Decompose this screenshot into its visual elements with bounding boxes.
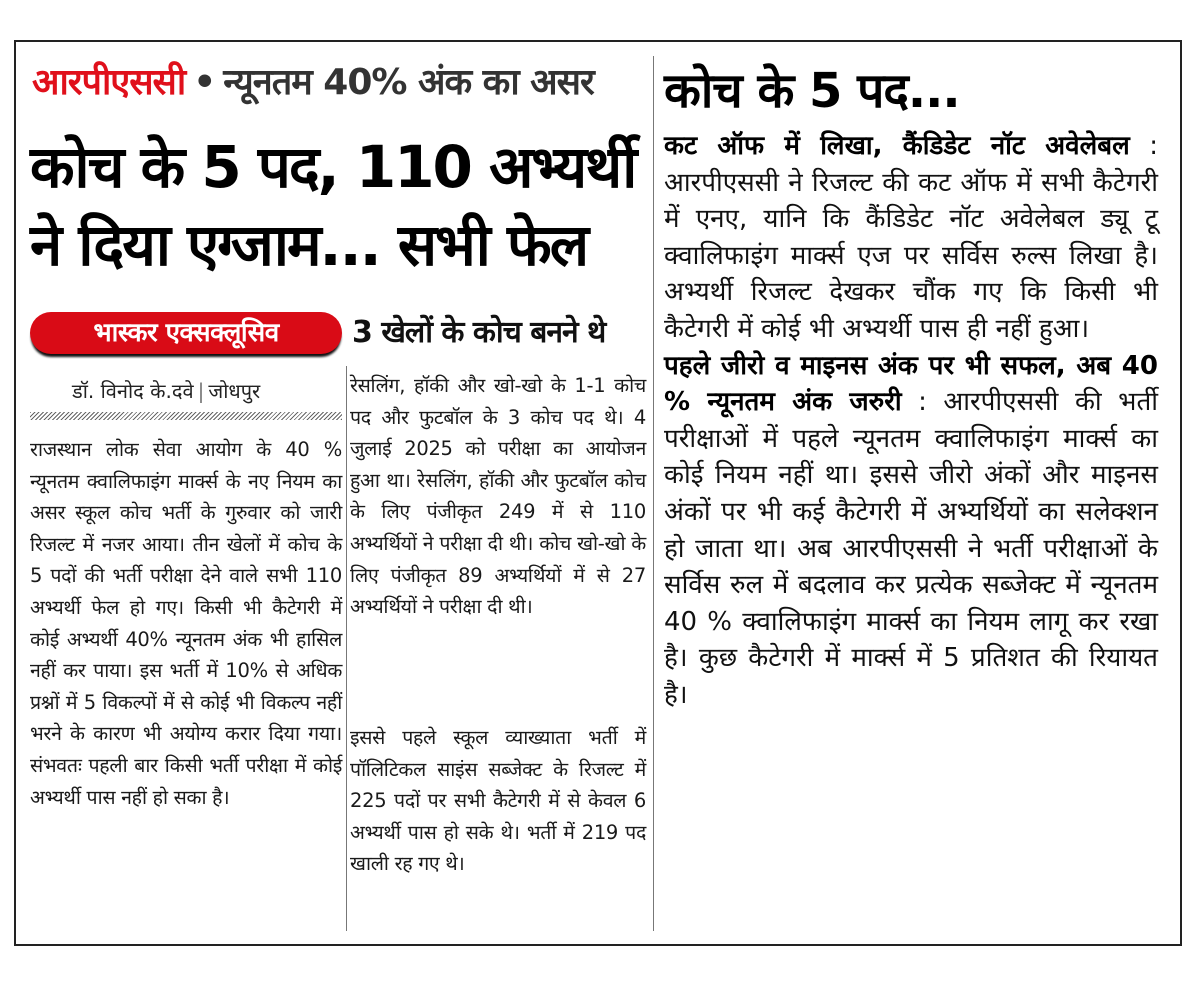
article-column-2-para-2: इससे पहले स्कूल व्याख्याता भर्ती में पॉलिटिकल साइंस सब्जेक्ट के रिजल्ट में 225 पदों पर सभी कैटेगरी में से केवल 6 अभ्यर्थी पास हो सके थे। भर्ती में 219 पद खाली रह गए थे। xyxy=(350,726,646,876)
article-column-2-para-1: रेसलिंग, हॉकी और खो-खो के 1-1 कोच पद और फुटबॉल के 3 कोच पद थे। 4 जुलाई 2025 को परीक्षा का आयोजन हुआ था। रेसलिंग, हॉकी और फुटबॉल कोच के लिए पंजीकृत 249 में से 110 अभ्यर्थियों ने परीक्षा दी थी। कोच खो-खो के लिए पंजीकृत 89 अभ्यर्थियों में से 27 अभ्यर्थियों ने परीक्षा दी थी। xyxy=(350,374,646,619)
right-story-para-2: : आरपीएससी की भर्ती परीक्षाओं में पहले न्यूनतम क्वालिफाइंग मार्क्स का कोई नियम नहीं था। इससे जीरो अंकों और माइनस अंकों पर भी कई कैटेगरी में अभ्यर्थियों का सलेक्शन हो जाता था। अब आरपीएससी ने भर्ती परीक्षाओं के सर्विस रुल में बदलाव कर प्रत्येक सब्जेक्ट में न्यूनतम 40 % क्वालिफाइंग मार्क्स का नियम लागू कर रखा है। कुछ कैटेगरी में मार्क्स में 5 प्रतिशत की रियायत है। xyxy=(664,387,1159,710)
kicker-text: न्यूनतम 40% अंक का असर xyxy=(223,62,594,103)
subheading: 3 खेलों के कोच बनने थे xyxy=(352,315,606,350)
byline-author: डॉ. विनोद के.दवे xyxy=(72,379,194,403)
kicker xyxy=(32,60,632,106)
exclusive-label-text: भास्कर एक्सक्लूसिव xyxy=(93,318,279,348)
article-column-1: राजस्थान लोक सेवा आयोग के 40 % न्यूनतम क्वालिफाइंग मार्क्स के नए नियम का असर स्कूल कोच भर्ती के गुरुवार को जारी रिजल्ट में नजर आया। तीन खेलों में कोच के 5 पदों की भर्ती परीक्षा देने वाले सभी 110 अभ्यर्थी फेल हो गए। किसी भी कैटेगरी में कोई अभ्यर्थी 40% न्यूनतम अंक भी हासिल नहीं कर पाया। इस भर्ती में 10% से अधिक प्रश्नों में 5 विकल्पों में से कोई भी विकल्प नहीं भरने के कारण भी अयोग्य करार दिया गया। संभवतः पहली बार किसी भर्ती परीक्षा में कोई अभ्यर्थी पास नहीं हो सका है। xyxy=(30,438,342,809)
right-story-para-1: : आरपीएससी ने रिजल्ट की कट ऑफ में सभी कैटेगरी में एनए, यानि कि कैंडिडेट नॉट अवेलेबल ड्यू टू क्वालिफाइंग मार्क्स एज पर सर्विस रुल्स लिखा है। अभ्यर्थी रिजल्ट देखकर चौंक गए कि किसी भी कैटेगरी में कोई भी अभ्यर्थी पास ही नहीं हुआ। xyxy=(664,131,1158,344)
right-story-subhead-2: पहले जीरो व माइनस अंक पर भी सफल, अब 40 % न्यूनतम अंक जरुरी xyxy=(664,350,1158,418)
column-divider-right xyxy=(653,56,654,931)
headline: कोच के 5 पद, 110 अभ्यर्थी ने दिया एग्जाम... सभी फेल xyxy=(30,133,636,279)
column-divider-left xyxy=(346,366,347,931)
exclusive-label xyxy=(30,312,342,354)
byline-separator: | xyxy=(197,379,205,403)
right-story-subhead-1: कट ऑफ में लिखा, कैंडिडेट नॉट अवेलेबल xyxy=(664,131,1130,161)
kicker-brand: आरपीएससी xyxy=(32,62,186,103)
kicker-separator: • xyxy=(193,62,216,103)
right-story-title: कोच के 5 पद... xyxy=(664,63,960,119)
right-story-body xyxy=(664,128,1158,714)
byline xyxy=(72,376,342,406)
byline-place: जोधपुर xyxy=(208,379,261,403)
byline-hatch-rule xyxy=(30,412,342,420)
